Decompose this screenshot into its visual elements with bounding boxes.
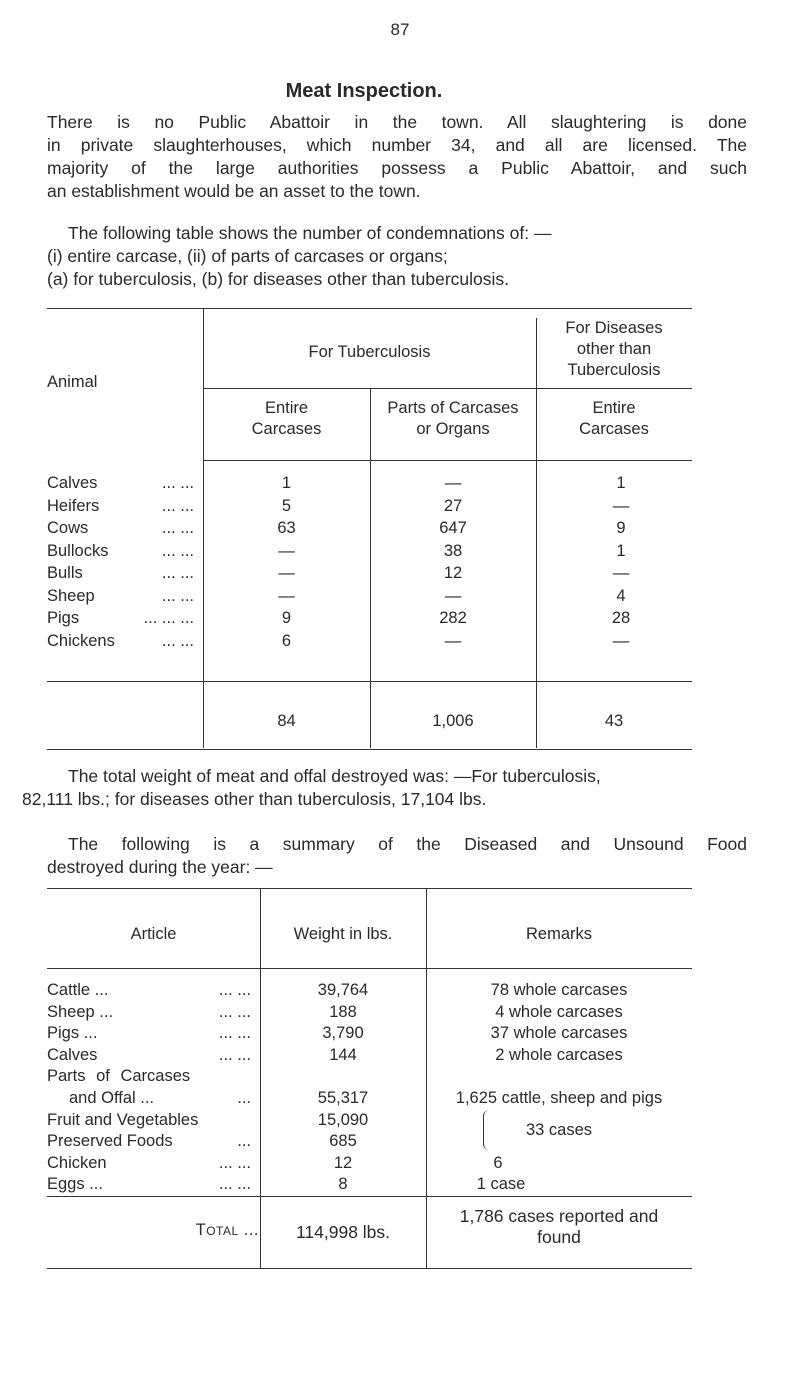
remarks-header: Remarks (525, 925, 592, 943)
table2-intro (47, 833, 747, 879)
table-rule (260, 888, 261, 1268)
weight-header: Weight in lbs. (293, 925, 393, 943)
intro-line: an establishment would be an asset to the town. (47, 181, 421, 201)
table-rule (203, 388, 692, 389)
intro-line: There is no Public Abattoir in the town. All slaughtering is done (47, 112, 747, 132)
table1-intro-line: (i) entire carcase, (ii) of parts of carcases or organs; (47, 246, 448, 266)
table-rule (47, 888, 692, 889)
other-entire-header: Entire Carcases (579, 399, 649, 438)
intro-line: majority of the large authorities possess a Public Abattoir, and such (47, 158, 747, 178)
other-diseases-header: For Diseases other than Tuberculosis (565, 319, 663, 379)
intro-line: in private slaughterhouses, which number 34, and all are licensed. The (47, 135, 747, 155)
section-title: Meat Inspection. (285, 80, 443, 102)
table2-intro-line: destroyed during the year: — (47, 857, 273, 877)
table-rule (47, 308, 692, 309)
intro-paragraph (47, 111, 747, 203)
table-rule (47, 968, 260, 969)
weight-line: 82,111 lbs.; for diseases other than tuberculosis, 17,104 lbs. (22, 789, 487, 809)
table-rule (47, 1196, 692, 1197)
table-rule (260, 968, 426, 969)
page-number: 87 (390, 20, 410, 39)
table-rule (203, 460, 692, 461)
tuberculosis-header: For Tuberculosis (308, 343, 431, 361)
table1-intro-line: (a) for tuberculosis, (b) for diseases other than tuberculosis. (47, 269, 510, 289)
weight-line: The total weight of meat and offal destroyed was: —For tuberculosis, (68, 766, 601, 786)
table-rule (426, 968, 692, 969)
table-rule (47, 1268, 692, 1269)
table2-intro-line: The following is a summary of the Diseased and Unsound Food (68, 834, 747, 854)
brace (483, 1110, 491, 1150)
parts-carcases-header: Parts of Carcases or Organs (387, 399, 519, 438)
entire-carcases-header: Entire Carcases (251, 399, 322, 438)
table-rule (47, 749, 692, 750)
animal-header: Animal (47, 373, 98, 391)
table-rule (47, 681, 692, 682)
table1-intro (47, 222, 747, 291)
weight-paragraph (22, 765, 747, 811)
article-header: Article (130, 925, 177, 943)
table1-intro-line: The following table shows the number of condemnations of: — (68, 223, 552, 243)
